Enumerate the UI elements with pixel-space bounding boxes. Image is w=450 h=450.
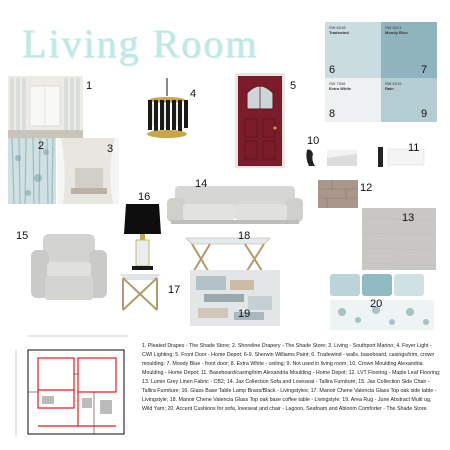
lvt-flooring-image xyxy=(318,180,358,208)
baseboard-image xyxy=(378,145,428,169)
label-11: 11 xyxy=(408,142,420,154)
paint-swatch-moody-blue: SW 6221 Moody Blue 7 xyxy=(381,22,437,78)
board-title: Living Room xyxy=(22,21,259,66)
pleated-drapes-image xyxy=(8,76,83,138)
shoreline-drapery-image xyxy=(8,138,56,204)
label-12: 12 xyxy=(360,182,373,194)
label-15: 15 xyxy=(16,230,29,242)
label-14: 14 xyxy=(195,178,208,190)
paint-swatch-extra-white: SW 7006 Extra White 8 xyxy=(325,78,381,122)
label-10: 10 xyxy=(307,135,320,147)
accent-cushions-image xyxy=(328,272,438,332)
label-17: 17 xyxy=(168,284,181,296)
label-20: 20 xyxy=(370,298,383,310)
sofa-image xyxy=(165,184,305,230)
area-rug-image xyxy=(190,270,280,326)
paint-swatch-rain: SW 6219 Rain 9 xyxy=(381,78,437,122)
side-chair-image xyxy=(25,232,110,307)
crown-moulding-image xyxy=(305,146,360,170)
label-16: 16 xyxy=(138,191,151,203)
label-5: 5 xyxy=(290,80,297,92)
label-3: 3 xyxy=(107,143,114,155)
foyer-light-image xyxy=(140,78,195,153)
paint-swatch-tradewind: SW 6218 Tradewind 6 xyxy=(325,22,381,78)
front-door-image xyxy=(235,73,285,168)
floor-plan-image xyxy=(8,330,136,442)
label-19: 19 xyxy=(238,308,251,320)
table-lamp-image xyxy=(120,202,165,272)
label-13: 13 xyxy=(402,212,415,224)
linen-fabric-image xyxy=(362,208,436,270)
sources-description: 1. Pleated Drapes - The Shade Store; 2. Shoreline Drapery - The Shade Store; 3. Living - Southport Marino; 4. Foyer Light - CWI Lighting; 5. Front Door - Home Depot; 6-9. Sherwin Williams Paint; 6. Tradewind - walls, baseboard, casings/trim, crown moulding; 7. Moody Blue - front door; 8. Extra White - ceiling; 9. Not used in living room; 10. Crown Moulding Alexandria Moulding - Home Depot; 11. Baseboard/casing/trim Alexandria Moulding - Home Depot; 12. LVT Flooring - Maple Leaf Flooring; 13. Lumin Grey Linen Fabric - CB2; 14. Jax Collection Sofa and Loveseat - Tallira Furniture; 15. Jax Collection Side Chair - Tallira Furniture; 16. Glass Base Table Lamp Brass/Black - Livingstyles; 17. Manoir Chene Valencia Glass Top oak side table - Livingstyle; 18. Manoir Chene Valencia Glass Top oak base coffee table - Livingstyle; 19. Area Rug - June Abstract Multi ug, Wild Yarn; 20. Accent Cushions for sofa, loveseat and chair - Lagoon, Seafoam and Abloom Comforter - The Shade Store. xyxy=(142,343,441,412)
label-2: 2 xyxy=(38,140,45,152)
label-18: 18 xyxy=(238,230,251,242)
label-4: 4 xyxy=(190,88,197,100)
label-1: 1 xyxy=(86,80,93,92)
side-table-image xyxy=(115,270,165,314)
